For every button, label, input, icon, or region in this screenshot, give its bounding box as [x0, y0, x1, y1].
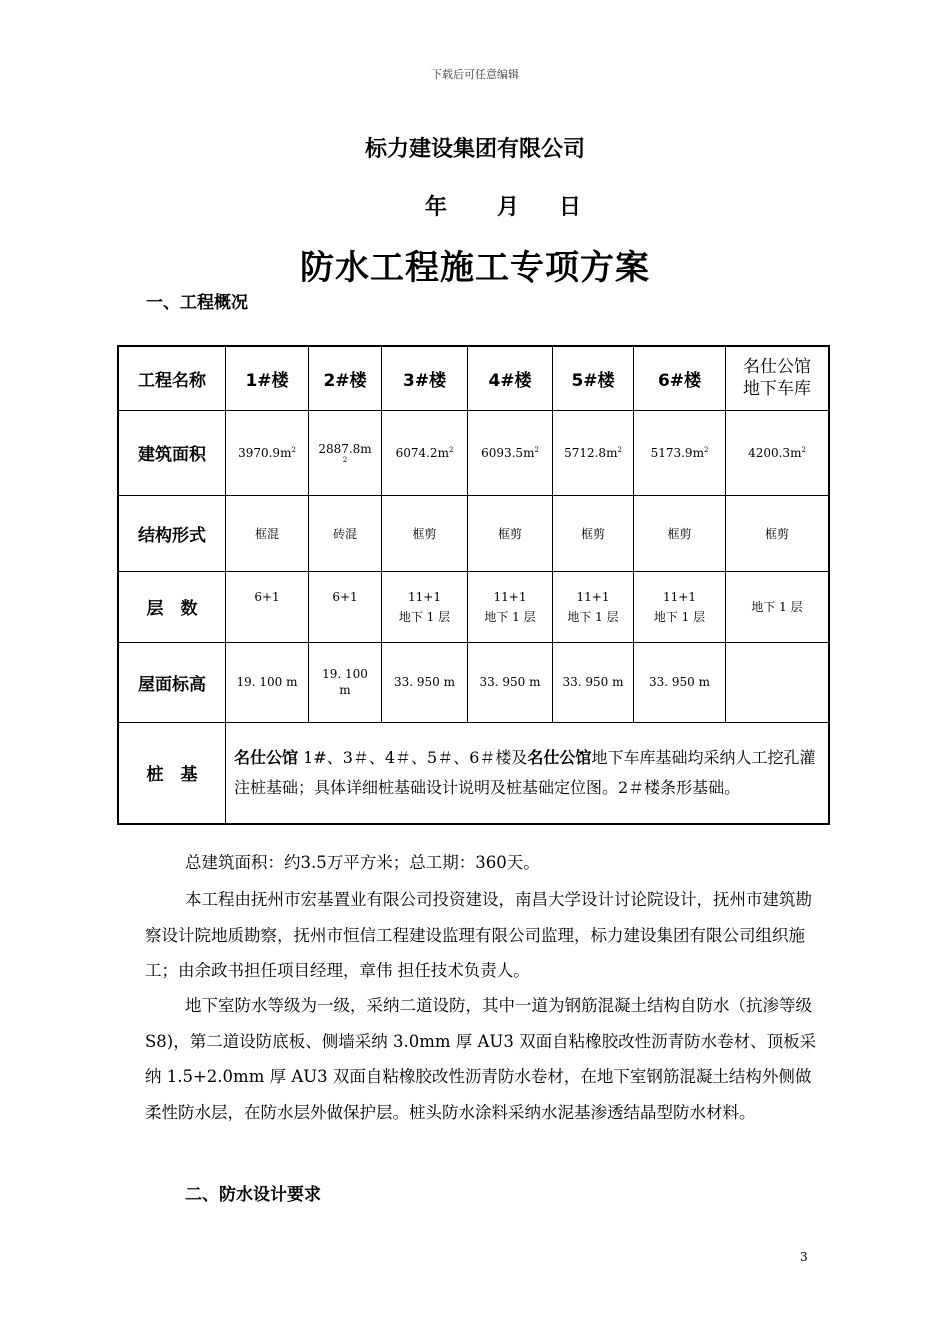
garage-name: 名仕公馆 [743, 357, 811, 378]
pile-description: 名仕公馆 1#、3＃、4＃、5＃、6＃楼及名仕公馆地下车库基础均采纳人工挖孔灌注桩基础；具体详细桩基础设计说明及桩基础定位图。2＃楼条形基础。 [226, 722, 830, 824]
paragraph-parties: 本工程由抚州市宏基置业有限公司投资建设，南昌大学设计讨论院设计，抚州市建筑勘察设计院地质勘察，抚州市恒信工程建设监理有限公司监理，标力建设集团有限公司组织施工；由余政书担任项目经理，章伟 担任技术负责人。 [145, 890, 812, 980]
table-row-area [118, 410, 829, 495]
floors-cell-6: 11+1 地下 1 层 [634, 571, 726, 642]
structure-cell-4: 框剪 [468, 495, 553, 571]
table-row-height [118, 642, 829, 722]
area-cell-3: $6074.2m^2$ [382, 410, 468, 495]
header-cell-b1: 1#楼 [226, 346, 309, 410]
height-cell-6: 33. 950 m [634, 642, 726, 722]
area-cell-5: $5712.8m^2$ [553, 410, 634, 495]
date-year: 年 [425, 195, 448, 220]
table-row-structure [118, 495, 829, 571]
floors-cell-4: 11+1 地下 1 层 [468, 571, 553, 642]
table-row-header [118, 346, 829, 410]
floors-cell-5: 11+1 地下 1 层 [553, 571, 634, 642]
page-number: 3 [800, 1250, 808, 1264]
structure-cell-3: 框剪 [382, 495, 468, 571]
structure-cell-7: 框剪 [726, 495, 830, 571]
row-label-floors: 层 数 [118, 571, 226, 642]
floors-cell-3: 11+1 地下 1 层 [382, 571, 468, 642]
header-cell-b5: 5#楼 [553, 346, 634, 410]
height-cell-7 [726, 642, 830, 722]
row-label-structure: 结构形式 [118, 495, 226, 571]
project-overview-table [117, 345, 830, 825]
date-line [425, 190, 581, 221]
row-label-pile: 桩 基 [118, 722, 226, 824]
structure-cell-1: 框混 [226, 495, 309, 571]
paragraph-total: 总建筑面积：约3.5万平方米；总工期：360天。 [185, 853, 540, 872]
row-label-area: 建筑面积 [118, 410, 226, 495]
floors-cell-2: 6+1 [309, 571, 382, 642]
date-day: 日 [559, 195, 582, 220]
height-cell-1: 19. 100 m [226, 642, 309, 722]
header-cell-b4: 4#楼 [468, 346, 553, 410]
area-cell-7: $4200.3m^2$ [726, 410, 830, 495]
table-row-floors [118, 571, 829, 642]
area-cell-1: $3970.9m^2$ [226, 410, 309, 495]
garage-type: 地下车库 [743, 379, 811, 400]
structure-cell-2: 砖混 [309, 495, 382, 571]
area-cell-4: $6093.5m^2$ [468, 410, 553, 495]
area-cell-6: $5173.9m^2$ [634, 410, 726, 495]
document-title: 防水工程施工专项方案 [300, 248, 650, 288]
row-label-height: 屋面标高 [118, 642, 226, 722]
height-cell-4: 33. 950 m [468, 642, 553, 722]
area-cell-2: 2887.8m 2 [309, 410, 382, 495]
paragraph-waterproof: 地下室防水等级为一级，采纳二道设防，其中一道为钢筋混凝土结构自防水（抗渗等级 S8)，第二道设防底板、侧墙采纳 3.0mm 厚 AU3 双面自粘橡胶改性沥青防水卷材、顶板采纳 1.5+2.0mm 厚 AU3 双面自粘橡胶改性沥青防水卷材，在地下室钢筋混凝土结构外侧做柔性防水层，在防水层外做保护层。桩头防水涂料采纳水泥基渗透结晶型防水材料。 [145, 996, 817, 1122]
structure-cell-5: 框剪 [553, 495, 634, 571]
height-cell-2: 19. 100 m [309, 642, 382, 722]
floors-cell-1: 6+1 [226, 571, 309, 642]
height-cell-3: 33. 950 m [382, 642, 468, 722]
header-cell-name: 工程名称 [118, 346, 226, 410]
section-heading-1: 一、工程概况 [146, 293, 248, 313]
header-cell-b2: 2#楼 [309, 346, 382, 410]
date-month: 月 [497, 195, 520, 220]
structure-cell-6: 框剪 [634, 495, 726, 571]
height-cell-5: 33. 950 m [553, 642, 634, 722]
header-cell-b6: 6#楼 [634, 346, 726, 410]
header-cell-garage [726, 346, 830, 410]
table-row-pile [118, 722, 829, 824]
company-name: 标力建设集团有限公司 [364, 137, 585, 162]
floors-cell-7: 地下 1 层 [726, 571, 830, 642]
section-heading-2: 二、防水设计要求 [185, 1185, 321, 1205]
header-cell-b3: 3#楼 [382, 346, 468, 410]
header-note: 下载后可任意编辑 [431, 68, 519, 81]
